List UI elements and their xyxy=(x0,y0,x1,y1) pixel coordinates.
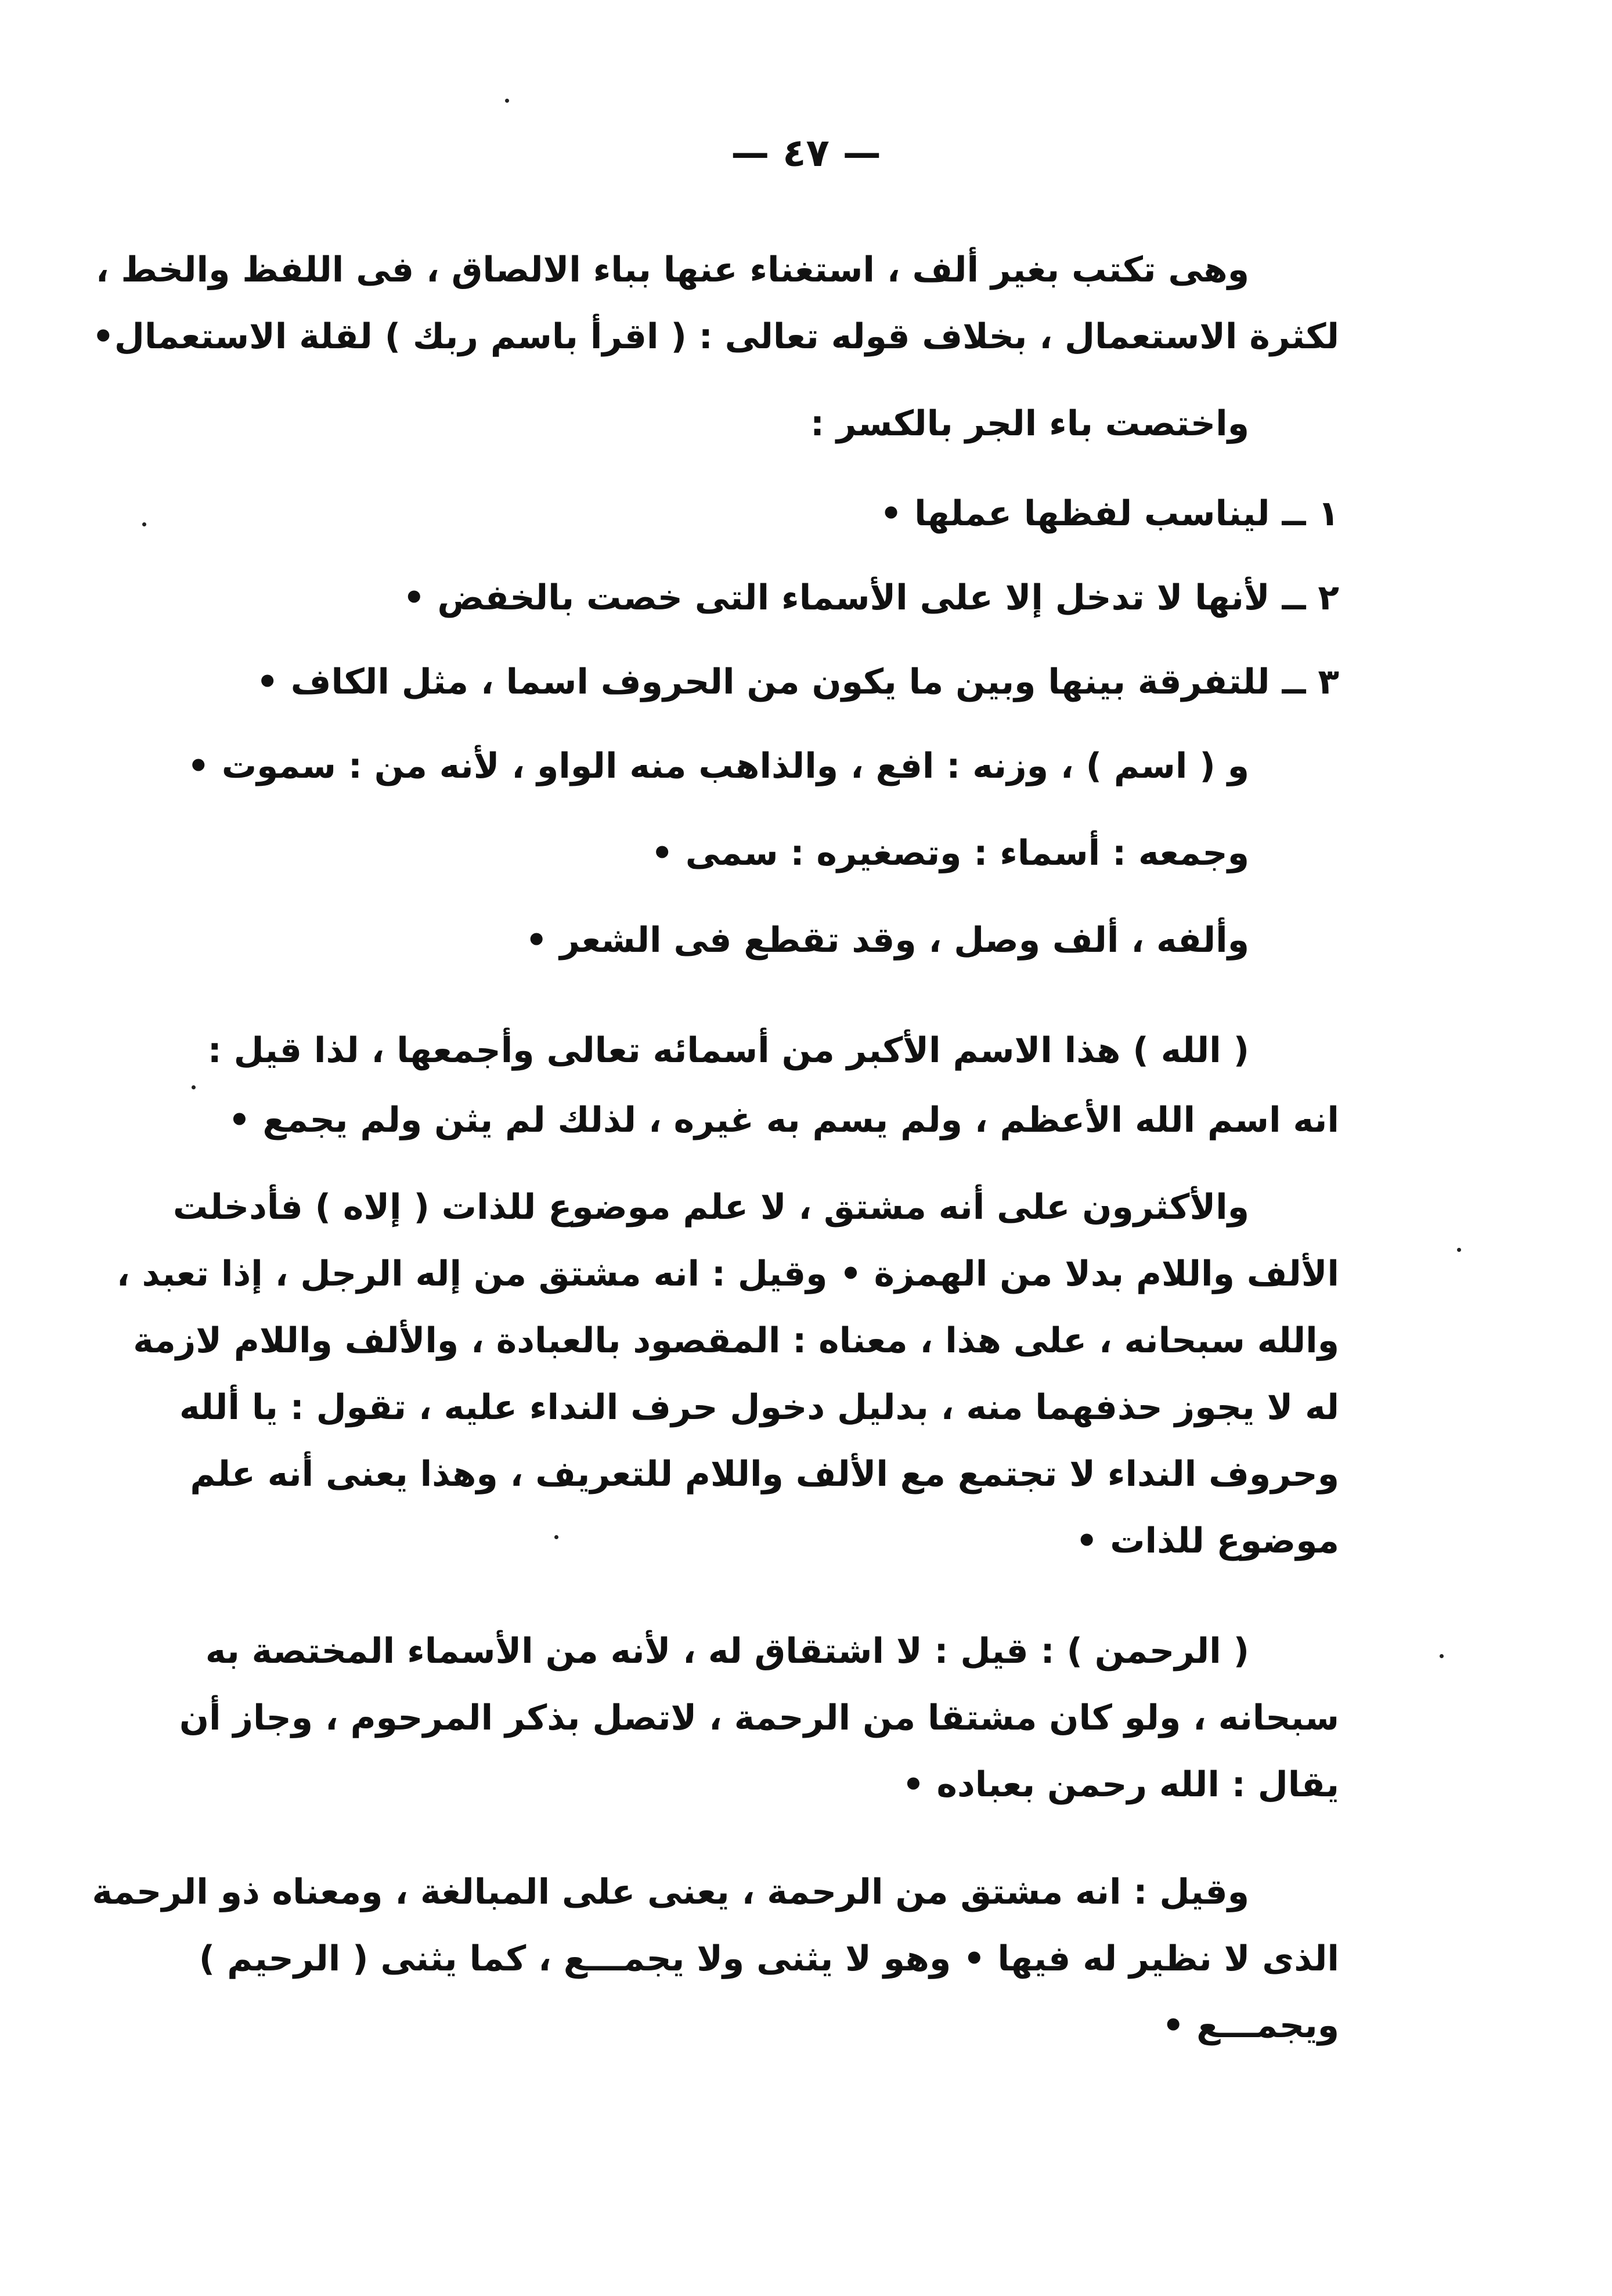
text-line: لكثرة الاستعمال ، بخلاف قوله تعالى : ( اقرأ باسم ربك ) لقلة الاستعمال• xyxy=(92,316,1339,357)
text-line: موضوع للذات • xyxy=(1075,1521,1339,1561)
text-line: و ( اسم ) ، وزنه : افع ، والذاهب منه الواو ، لأنه من : سموت • xyxy=(187,746,1249,786)
text-line: وهى تكتب بغير ألف ، استغناء عنها بباء الالصاق ، فى اللفظ والخط ، xyxy=(95,250,1249,290)
text-line: واختصت باء الجر بالكسر : xyxy=(810,403,1249,444)
text-line: الذى لا نظير له فيها • وهو لا يثنى ولا يجمـــع ، كما يثنى ( الرحيم ) xyxy=(199,1938,1339,1979)
text-line: سبحانه ، ولو كان مشتقا من الرحمة ، لاتصل بذكر المرحوم ، وجاز أن xyxy=(179,1698,1339,1738)
text-line: يقال : الله رحمن بعباده • xyxy=(902,1764,1339,1805)
scan-speck xyxy=(505,99,509,103)
text-line: الألف واللام بدلا من الهمزة • وقيل : انه مشتق من إله الرجل ، إذا تعبد ، xyxy=(116,1254,1339,1294)
scan-speck xyxy=(192,1085,196,1089)
text-line: وحروف النداء لا تجتمع مع الألف واللام للتعريف ، وهذا يعنى أنه علم xyxy=(190,1454,1339,1494)
text-line: انه اسم الله الأعظم ، ولم يسم به غيره ، لذلك لم يثن ولم يجمع • xyxy=(228,1100,1339,1140)
text-line: ( الرحمن ) : قيل : لا اشتقاق له ، لأنه من الأسماء المختصة به xyxy=(205,1631,1249,1672)
scan-speck xyxy=(554,1535,558,1539)
text-line: والأكثرون على أنه مشتق ، لا علم موضوع للذات ( إلاه ) فأدخلت xyxy=(172,1187,1249,1228)
page-number: — ٤٧ — xyxy=(731,131,881,175)
text-line: وجمعه : أسماء : وتصغيره : سمى • xyxy=(651,833,1249,873)
scan-speck xyxy=(1440,1654,1444,1658)
list-item: ١ ــ ليناسب لفظها عملها • xyxy=(879,493,1339,534)
list-item: ٢ ــ لأنها لا تدخل إلا على الأسماء التى خصت بالخفض • xyxy=(403,577,1339,618)
text-line: وقيل : انه مشتق من الرحمة ، يعنى على المبالغة ، ومعناه ذو الرحمة xyxy=(92,1872,1249,1912)
scan-speck xyxy=(142,522,146,526)
text-line: ويجمـــع • xyxy=(1162,2005,1339,2046)
text-line: له لا يجوز حذفهما منه ، بدليل دخول حرف النداء عليه ، تقول : يا ألله xyxy=(179,1387,1339,1428)
text-line: والله سبحانه ، على هذا ، معناه : المقصود بالعبادة ، والألف واللام لازمة xyxy=(133,1320,1339,1361)
text-line: ( الله ) هذا الاسم الأكبر من أسمائه تعالى وأجمعها ، لذا قيل : xyxy=(207,1030,1249,1071)
list-item: ٣ ــ للتفرقة بينها وبين ما يكون من الحروف اسما ، مثل الكاف • xyxy=(256,662,1339,702)
text-line: وألفه ، ألف وصل ، وقد تقطع فى الشعر • xyxy=(525,920,1249,961)
scan-speck xyxy=(1457,1248,1461,1252)
